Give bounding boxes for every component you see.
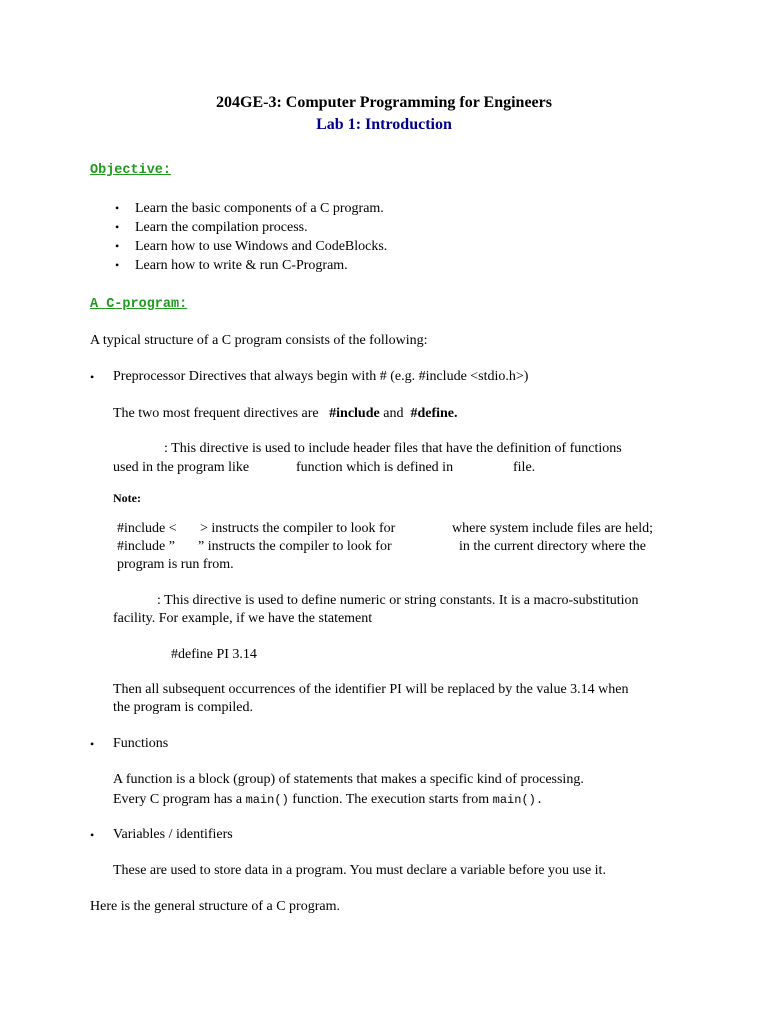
objective-item: Learn the basic components of a C program. <box>135 201 384 216</box>
include-description-line2b: function which is defined in <box>296 460 454 475</box>
include-keyword: #include <box>329 406 380 421</box>
functions-bullet: Functions <box>113 736 169 751</box>
frequent-directives <box>113 406 458 422</box>
note-line1b: > instructs the compiler to look for <box>200 521 396 536</box>
bullet-icon: • <box>115 220 120 234</box>
functions-line2-text1: Every C program has a <box>113 792 243 807</box>
bullet-icon: • <box>115 239 120 253</box>
bullet-icon: • <box>115 258 120 272</box>
note-line2b: ” instructs the compiler to look for <box>198 539 392 554</box>
c-program-heading: A C-program: <box>90 297 188 312</box>
objective-heading: Objective: <box>90 163 172 178</box>
variables-line1: These are used to store data in a program. You must declare a variable before you use it. <box>113 863 606 878</box>
bullet-icon: • <box>90 737 95 751</box>
define-description-line1: : This directive is used to define numeric or string constants. It is a macro-substitution <box>157 593 639 608</box>
then-line1: Then all subsequent occurrences of the identifier PI will be replaced by the value 3.14 when <box>113 682 629 697</box>
note-line2c: in the current directory where the <box>459 539 646 554</box>
closing-paragraph: Here is the general structure of a C program. <box>90 899 340 914</box>
main-function-code: main() <box>245 793 289 807</box>
include-description-line1: : This directive is used to include header files that have the definition of functions <box>164 441 622 456</box>
define-description-line2: facility. For example, if we have the statement <box>113 611 373 626</box>
preprocessor-bullet: Preprocessor Directives that always begin with # (e.g. #include <stdio.h>) <box>113 369 529 384</box>
and-word: and <box>383 406 404 421</box>
note-line1c: where system include files are held; <box>452 521 653 536</box>
lab-title: Lab 1: Introduction <box>316 116 452 133</box>
intro-paragraph: A typical structure of a C program consists of the following: <box>90 333 428 348</box>
note-line1a: #include < <box>117 521 177 536</box>
bullet-icon: • <box>90 828 95 842</box>
functions-line2-text2: function. The execution starts from <box>292 792 490 807</box>
bullet-icon: • <box>115 201 120 215</box>
note-label: Note: <box>113 491 141 505</box>
functions-line2 <box>113 792 543 808</box>
course-title: 204GE-3: Computer Programming for Engineers <box>216 94 552 111</box>
objective-item: Learn how to write & run C-Program. <box>135 258 348 273</box>
define-example: #define PI 3.14 <box>171 647 257 662</box>
define-keyword: #define. <box>410 406 458 421</box>
include-description-line2c: file. <box>513 460 536 475</box>
include-description-line2a: used in the program like <box>113 460 250 475</box>
objective-item: Learn how to use Windows and CodeBlocks. <box>135 239 388 254</box>
note-line3: program is run from. <box>117 557 234 572</box>
then-line2: the program is compiled. <box>113 700 253 715</box>
objective-item: Learn the compilation process. <box>135 220 308 235</box>
variables-bullet: Variables / identifiers <box>113 827 233 842</box>
main-function-code: main(). <box>492 793 544 807</box>
functions-line1: A function is a block (group) of statements that makes a specific kind of processing. <box>113 772 584 787</box>
bullet-icon: • <box>90 370 95 384</box>
frequent-prefix: The two most frequent directives are <box>113 406 319 421</box>
note-line2a: #include ” <box>117 539 175 554</box>
